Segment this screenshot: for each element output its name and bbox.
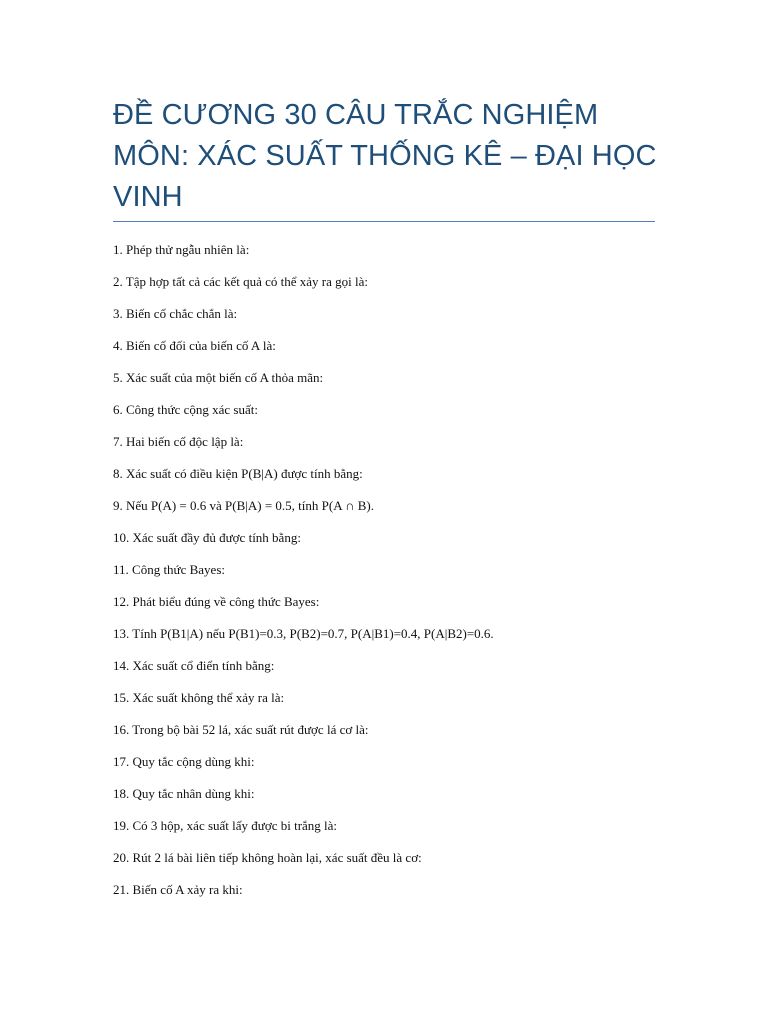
- question-item: 2. Tập hợp tất cả các kết quả có thể xảy ra gọi là:: [113, 274, 368, 289]
- question-item: 1. Phép thử ngẫu nhiên là:: [113, 242, 250, 257]
- question-item: 13. Tính P(B1|A) nếu P(B1)=0.3, P(B2)=0.7, P(A|B1)=0.4, P(A|B2)=0.6.: [113, 626, 494, 641]
- question-list: [113, 240, 673, 912]
- question-item: 3. Biến cố chắc chắn là:: [113, 306, 238, 321]
- question-item: 19. Có 3 hộp, xác suất lấy được bi trắng là:: [113, 818, 338, 833]
- question-item: 8. Xác suất có điều kiện P(B|A) được tính bằng:: [113, 466, 363, 481]
- question-item: 9. Nếu P(A) = 0.6 và P(B|A) = 0.5, tính P(A ∩ B).: [113, 498, 375, 513]
- question-item: 5. Xác suất của một biến cố A thỏa mãn:: [113, 370, 324, 385]
- question-item: 4. Biến cố đối của biến cố A là:: [113, 338, 276, 353]
- question-item: 20. Rút 2 lá bài liên tiếp không hoàn lại, xác suất đều là cơ:: [113, 850, 422, 865]
- question-item: 18. Quy tắc nhân dùng khi:: [113, 786, 255, 801]
- title-underline: [113, 221, 655, 222]
- document-title: ĐỀ CƯƠNG 30 CÂU TRẮC NGHIỆM MÔN: XÁC SUẤT THỐNG KÊ – ĐẠI HỌC VINH: [113, 99, 657, 213]
- question-item: 16. Trong bộ bài 52 lá, xác suất rút được lá cơ là:: [113, 722, 369, 737]
- question-item: 12. Phát biểu đúng về công thức Bayes:: [113, 594, 320, 609]
- question-item: 6. Công thức cộng xác suất:: [113, 402, 258, 417]
- question-item: 10. Xác suất đầy đủ được tính bằng:: [113, 530, 301, 545]
- question-item: 11. Công thức Bayes:: [113, 562, 225, 577]
- question-item: 21. Biến cố A xảy ra khi:: [113, 882, 243, 897]
- question-item: 7. Hai biến cố độc lập là:: [113, 434, 244, 449]
- question-item: 17. Quy tắc cộng dùng khi:: [113, 754, 255, 769]
- question-item: 14. Xác suất cổ điển tính bằng:: [113, 658, 275, 673]
- question-item: 15. Xác suất không thể xảy ra là:: [113, 690, 285, 705]
